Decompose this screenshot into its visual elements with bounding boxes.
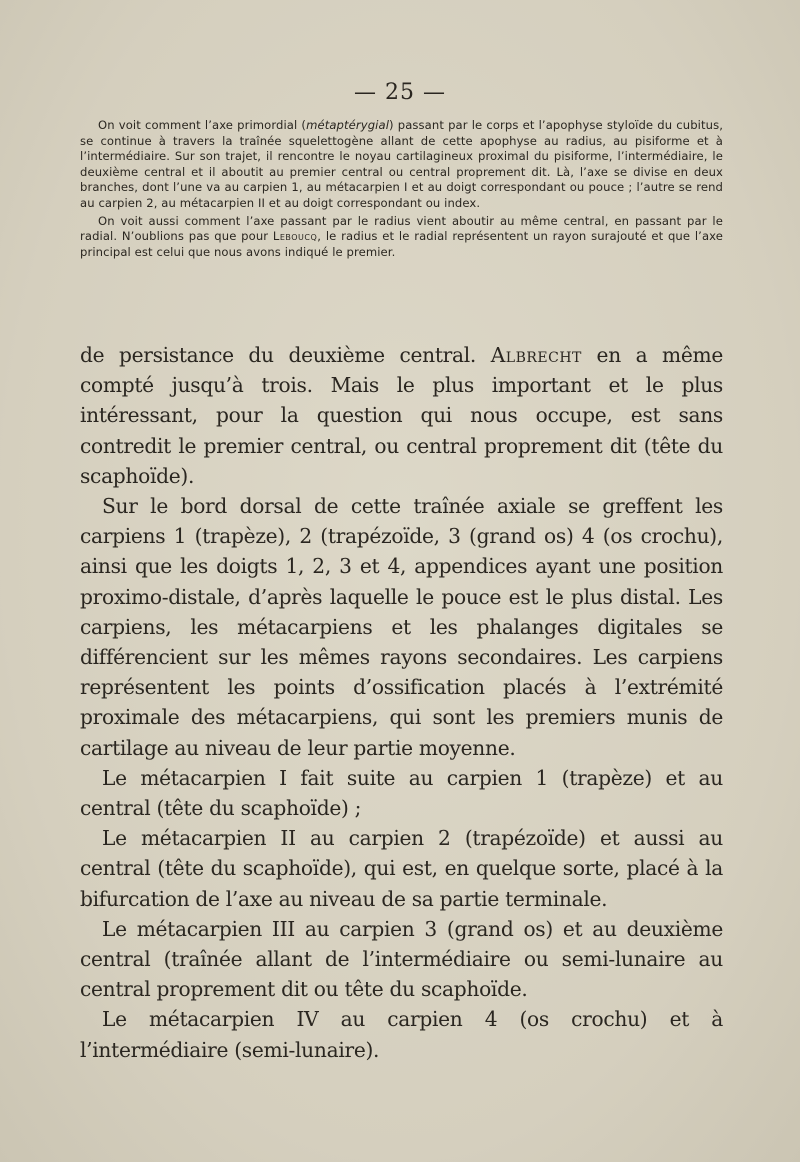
footnote-italic-term: métaptérygial bbox=[306, 118, 390, 132]
body-paragraph: Le métacarpien I fait suite au carpien 1 (trapèze) et au central (tête du scaphoïde) ; bbox=[80, 765, 723, 821]
body-paragraph: Le métacarpien IV au carpien 4 (os crochu) et à l’intermédiaire (semi-lunaire). bbox=[80, 1007, 723, 1062]
footnote-text: ) passant par le corps et l’apophyse styloïde du cubitus, se continue à travers la traînée squelettogène allant de cette apophyse au radius, au pisiforme et à l’intermédiaire. Sur son trajet, il rencontre le noyau cartilagineux proximal du pisiforme, l’intermédiaire, le deuxième central et il aboutit au premier central ou central proprement dit. Là, l’axe se divise en deux branches, dont l’une va au carpien 1, au métacarpien I et au doigt correspondant ou pouce ; l’autre se rend au carpien 2, au métacarpien II et au doigt correspondant ou index. bbox=[80, 118, 723, 210]
body-paragraph: Le métacarpien III au carpien 3 (grand os) et au deuxième central (traînée allant de l’intermédiaire ou semi-lunaire au central proprement dit ou tête du scaphoïde. bbox=[80, 916, 723, 1002]
footnote-block bbox=[80, 118, 723, 260]
author-name: Leboucq bbox=[272, 229, 318, 244]
body-text: de persistance du deuxième central. bbox=[80, 343, 491, 367]
main-text bbox=[80, 340, 723, 1065]
footnote-text: On voit comment l’axe primordial ( bbox=[98, 118, 307, 132]
body-paragraph bbox=[80, 340, 723, 491]
page-number: — 25 — bbox=[354, 80, 446, 105]
body-paragraph: Sur le bord dorsal de cette traînée axiale se greffent les carpiens 1 (trapèze), 2 (trapézoïde, 3 (grand os) 4 (os crochu), ainsi que les doigts 1, 2, 3 et 4, appendices ayant une position proximo-distale, d’après laquelle le pouce est le plus distal. Les carpiens, les métacarpiens et les phalanges digitales se différencient sur les mêmes rayons secondaires. Les carpiens représentent les points d’ossification placés à l’extrémité proximale des métacarpiens, qui sont les premiers munis de cartilage au niveau de leur partie moyenne. bbox=[80, 494, 723, 760]
footnote-text: On voit aussi comment l’axe passant par le radius vient aboutir au même central, en passant par le radial. N’oublions pas que pour bbox=[80, 213, 723, 244]
footnote-paragraph bbox=[80, 214, 723, 261]
author-name: Albrecht bbox=[490, 343, 582, 367]
footnote-paragraph bbox=[80, 118, 723, 212]
footnote-text: , le radius et le radial représentent un rayon surajouté et que l’axe principal est celui que nous avons indiqué le premier. bbox=[80, 229, 723, 259]
body-paragraph: Le métacarpien II au carpien 2 (trapézoïde) et aussi au central (tête du scaphoïde), qui est, en quelque sorte, placé à la bifurcation de l’axe au niveau de sa partie terminale. bbox=[80, 826, 723, 911]
body-text: en a même compté jusqu’à trois. Mais le plus important et le plus intéressant, pour la question qui nous occupe, est sans contredit le premier central, ou central proprement dit (tête du scaphoïde). bbox=[80, 343, 723, 488]
